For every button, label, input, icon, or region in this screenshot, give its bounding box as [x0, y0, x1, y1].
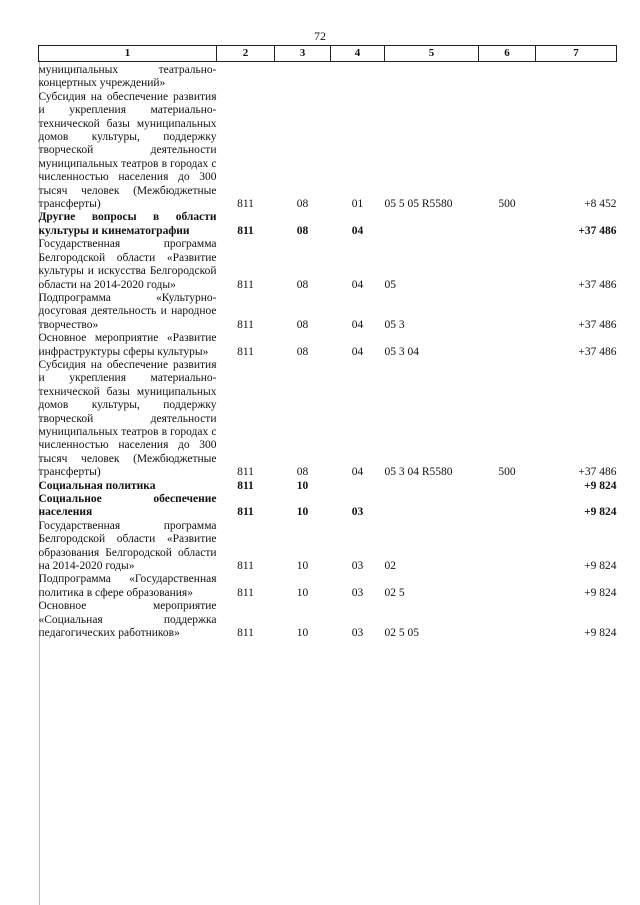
amount-change: +8 452 [584, 198, 617, 211]
row-description: Основное мероприятие «Социальная поддержка педагогических работников» [38, 600, 217, 640]
subsection-code [331, 62, 385, 91]
subsection-code: 04 [351, 466, 364, 479]
expense-type-code: 500 [498, 466, 516, 479]
table-row [39, 359, 617, 480]
target-article-code: 02 5 05 [384, 627, 419, 640]
row-description: Государственная программа Белгородской области «Развитие культуры и искусства Белгородской области на 2014-2020 годы» [38, 238, 217, 291]
target-article-code: 02 [384, 560, 396, 573]
table-row [39, 493, 617, 520]
row-description: муниципальных театрально-концертных учреждений» [38, 64, 217, 90]
ministry-code: 811 [237, 345, 254, 358]
section-code: 10 [296, 479, 309, 492]
expense-type-code [479, 62, 536, 91]
page-number: 72 [314, 29, 326, 43]
ministry-code: 811 [237, 560, 254, 573]
ministry-code: 811 [237, 224, 254, 237]
table-row [39, 91, 617, 212]
expense-type-code [479, 332, 536, 359]
ministry-code: 811 [237, 479, 254, 492]
target-article-code [385, 62, 479, 91]
section-code: 08 [296, 466, 309, 479]
expense-type-code [479, 573, 536, 600]
amount-change: +9 824 [584, 586, 617, 599]
expense-type-code [479, 480, 536, 493]
table-row [39, 573, 617, 600]
column-header: 3 [275, 46, 331, 62]
expense-type-code [479, 292, 536, 332]
table-row [39, 211, 617, 238]
column-header: 5 [385, 46, 479, 62]
column-header: 2 [217, 46, 275, 62]
ministry-code: 811 [237, 627, 254, 640]
table-row [39, 62, 617, 91]
column-header: 6 [479, 46, 536, 62]
target-article-code [385, 211, 479, 238]
expense-type-code [479, 600, 536, 640]
row-description: Социальная политика [38, 479, 156, 492]
subsection-code: 03 [351, 506, 364, 519]
row-description: Субсидия на обеспечение развития и укрепления материально-технической базы муниципальных домов культуры, поддержку творческой деятельности муниципальных театров в городах с численностью населения до 300 тысяч человек (Межбюджетные трансферты) [38, 90, 217, 211]
target-article-code: 05 [384, 278, 396, 291]
amount-change: +37 486 [578, 278, 617, 291]
column-header: 1 [39, 46, 217, 62]
column-header: 7 [536, 46, 617, 62]
target-article-code: 05 3 04 R5580 [384, 466, 453, 479]
ministry-code: 811 [237, 318, 254, 331]
table-row [39, 238, 617, 292]
section-code [275, 62, 331, 91]
ministry-code: 811 [237, 278, 254, 291]
row-description: Государственная программа Белгородской области «Развитие образования Белгородской области на 2014-2020 годы» [38, 519, 217, 573]
row-description: Подпрограмма «Государственная политика в сфере образования» [38, 573, 217, 599]
expense-type-code [479, 238, 536, 292]
expense-type-code [479, 520, 536, 574]
row-description: Социальное обеспечение населения [38, 493, 217, 519]
section-code: 08 [296, 198, 309, 211]
target-article-code: 05 5 05 R5580 [384, 198, 453, 211]
target-article-code [385, 480, 479, 493]
amount-change: +9 824 [584, 506, 617, 519]
expense-type-code [479, 211, 536, 238]
section-code: 10 [296, 560, 309, 573]
section-code: 08 [296, 224, 309, 237]
subsection-code: 04 [351, 345, 364, 358]
ministry-code: 811 [237, 198, 254, 211]
subsection-code [331, 480, 385, 493]
section-code: 10 [296, 586, 309, 599]
amount-change [536, 62, 617, 91]
row-description: Другие вопросы в области культуры и кинематографии [38, 211, 217, 237]
amount-change: +37 486 [578, 345, 617, 358]
row-description: Субсидия на обеспечение развития и укрепления материально-технической базы муниципальных домов культуры, поддержку творческой деятельности муниципальных театров в городах с численностью населения до 300 тысяч человек (Межбюджетные трансферты) [38, 358, 217, 479]
table-row [39, 600, 617, 640]
target-article-code: 05 3 04 [384, 345, 419, 358]
section-code: 08 [296, 345, 309, 358]
ministry-code: 811 [237, 586, 254, 599]
target-article-code: 02 5 [384, 586, 405, 599]
subsection-code: 04 [351, 318, 364, 331]
table-row [39, 332, 617, 359]
expense-type-code [479, 493, 536, 520]
subsection-code: 04 [351, 278, 364, 291]
subsection-code: 03 [351, 560, 364, 573]
amount-change: +37 486 [578, 318, 617, 331]
budget-table [38, 45, 617, 640]
amount-change: +9 824 [584, 627, 617, 640]
ministry-code [217, 62, 275, 91]
target-article-code [385, 493, 479, 520]
table-row [39, 292, 617, 332]
ministry-code: 811 [237, 506, 254, 519]
column-header: 4 [331, 46, 385, 62]
amount-change: +37 486 [578, 224, 617, 237]
section-code: 08 [296, 318, 309, 331]
expense-type-code: 500 [498, 198, 516, 211]
subsection-code: 03 [351, 586, 364, 599]
table-row [39, 480, 617, 493]
amount-change: +37 486 [578, 466, 617, 479]
table-row [39, 520, 617, 574]
section-code: 10 [296, 506, 309, 519]
ministry-code: 811 [237, 466, 254, 479]
subsection-code: 04 [351, 224, 364, 237]
row-description: Подпрограмма «Культурно-досуговая деятельность и народное творчество» [38, 291, 217, 331]
row-description: Основное мероприятие «Развитие инфраструктуры сферы культуры» [38, 332, 217, 358]
section-code: 10 [296, 627, 309, 640]
target-article-code: 05 3 [384, 318, 405, 331]
amount-change: +9 824 [584, 479, 617, 492]
section-code: 08 [296, 278, 309, 291]
subsection-code: 03 [351, 627, 364, 640]
subsection-code: 01 [351, 198, 364, 211]
amount-change: +9 824 [584, 560, 617, 573]
table-header-row [39, 46, 617, 62]
